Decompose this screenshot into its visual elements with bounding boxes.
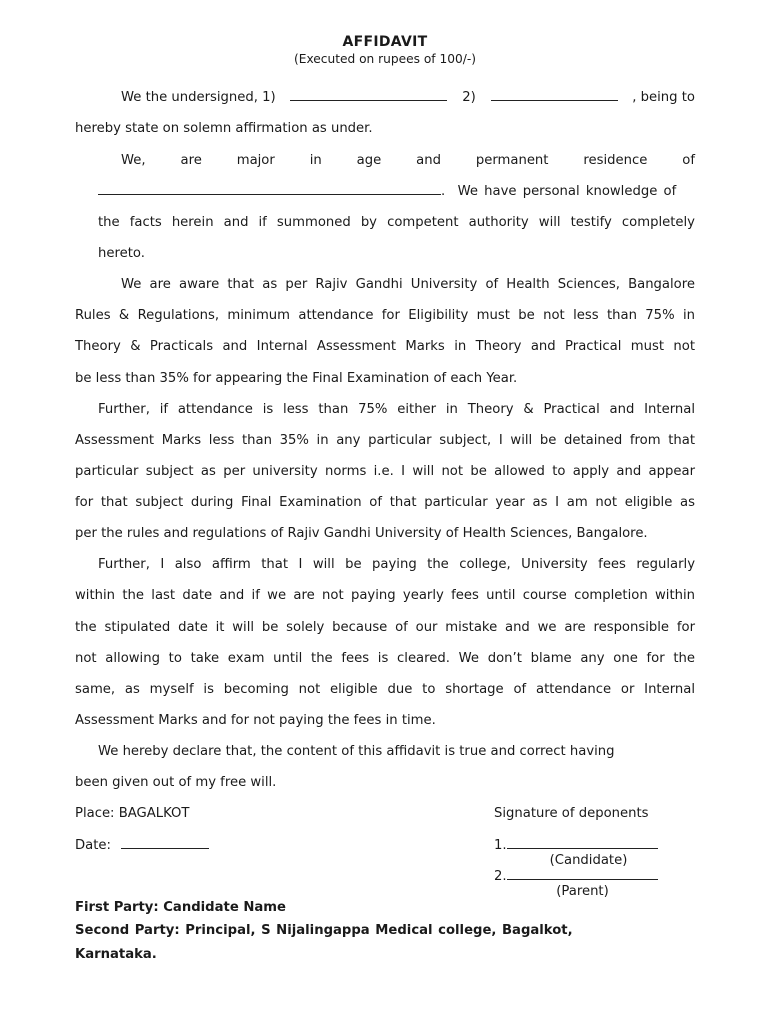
place-label: Place: BAGALKOT (75, 806, 190, 821)
para1-word: in (309, 153, 322, 168)
signature-1-blank (507, 847, 658, 849)
para2-line-2: Rules & Regulations, minimum attendance for Eligibility must be not less than 75% in (75, 308, 695, 323)
para1-line-3: the facts herein and if summoned by competent authority will testify completely (98, 215, 695, 230)
signature-1-prefix: 1. (494, 838, 507, 853)
date-blank (121, 847, 209, 849)
para1-word: permanent (475, 153, 549, 168)
para2-line-3: Theory & Practicals and Internal Assessment Marks in Theory and Practical must not (75, 339, 695, 354)
date-label: Date: (75, 838, 111, 853)
para4-line-3: the stipulated date it will be solely because of our mistake and we are responsible for (75, 620, 695, 635)
para4-line-5: same, as myself is becoming not eligible due to shortage of attendance or Internal (75, 682, 695, 697)
intro-text-3: , being to (632, 90, 695, 105)
para1-word: residence (583, 153, 648, 168)
para5-line-2: been given out of my free will. (75, 775, 277, 790)
para5-line-1: We hereby declare that, the content of this affidavit is true and correct having (98, 744, 615, 759)
intro-text-1: We the undersigned, 1) (121, 90, 276, 105)
para3-line-3: particular subject as per university norms i.e. I will not be allowed to apply and appear (75, 464, 695, 479)
para1-line-1 (121, 153, 695, 168)
intro-line-2: hereby state on solemn affirmation as under. (75, 121, 373, 136)
second-party-line-2: Karnataka. (75, 947, 157, 962)
signature-2-prefix: 2. (494, 869, 507, 884)
deponent-2-blank (491, 99, 618, 101)
first-party: First Party: Candidate Name (75, 900, 286, 915)
page-subtitle: (Executed on rupees of 100/-) (294, 52, 476, 66)
para1-word: age (356, 153, 382, 168)
para1-word: We, (121, 153, 146, 168)
signature-1-role: (Candidate) (549, 853, 628, 868)
intro-text-2: 2) (462, 90, 476, 105)
page-title: AFFIDAVIT (342, 34, 428, 50)
para1-line-2 (98, 184, 695, 199)
para1-word: are (180, 153, 202, 168)
para3-line-5: per the rules and regulations of Rajiv Gandhi University of Health Sciences, Bangalore. (75, 526, 648, 541)
signature-2-blank (507, 878, 658, 880)
para1-word: and (416, 153, 441, 168)
para3-line-4: for that subject during Final Examination of that particular year as I am not eligible as (75, 495, 695, 510)
para2-line-1: We are aware that as per Rajiv Gandhi University of Health Sciences, Bangalore (121, 277, 695, 292)
para1-line-2-tail: . We have personal knowledge of (441, 184, 677, 199)
signature-1-row (494, 838, 658, 853)
para1-word: major (236, 153, 275, 168)
para4-line-4: not allowing to take exam until the fees is cleared. We don’t blame any one for the (75, 651, 695, 666)
para4-line-6: Assessment Marks and for not paying the fees in time. (75, 713, 436, 728)
para1-line-4: hereto. (98, 246, 145, 261)
para1-word: of (682, 153, 695, 168)
signature-2-role: (Parent) (556, 884, 609, 899)
para1-line-2-tail-wrap (441, 184, 695, 199)
signature-2-row (494, 869, 658, 884)
residence-blank (98, 193, 441, 195)
para4-line-1: Further, I also affirm that I will be paying the college, University fees regularly (98, 557, 695, 572)
para3-line-2: Assessment Marks less than 35% in any particular subject, I will be detained from that (75, 433, 695, 448)
second-party-line-1: Second Party: Principal, S Nijalingappa Medical college, Bagalkot, (75, 923, 573, 938)
deponent-1-blank (290, 99, 447, 101)
para2-line-4: be less than 35% for appearing the Final Examination of each Year. (75, 371, 518, 386)
para4-line-2: within the last date and if we are not paying yearly fees until course completion within (75, 588, 695, 603)
signature-heading: Signature of deponents (494, 806, 649, 821)
date-row (75, 838, 209, 853)
para3-line-1: Further, if attendance is less than 75% either in Theory & Practical and Internal (98, 402, 695, 417)
intro-line-1 (121, 90, 695, 105)
